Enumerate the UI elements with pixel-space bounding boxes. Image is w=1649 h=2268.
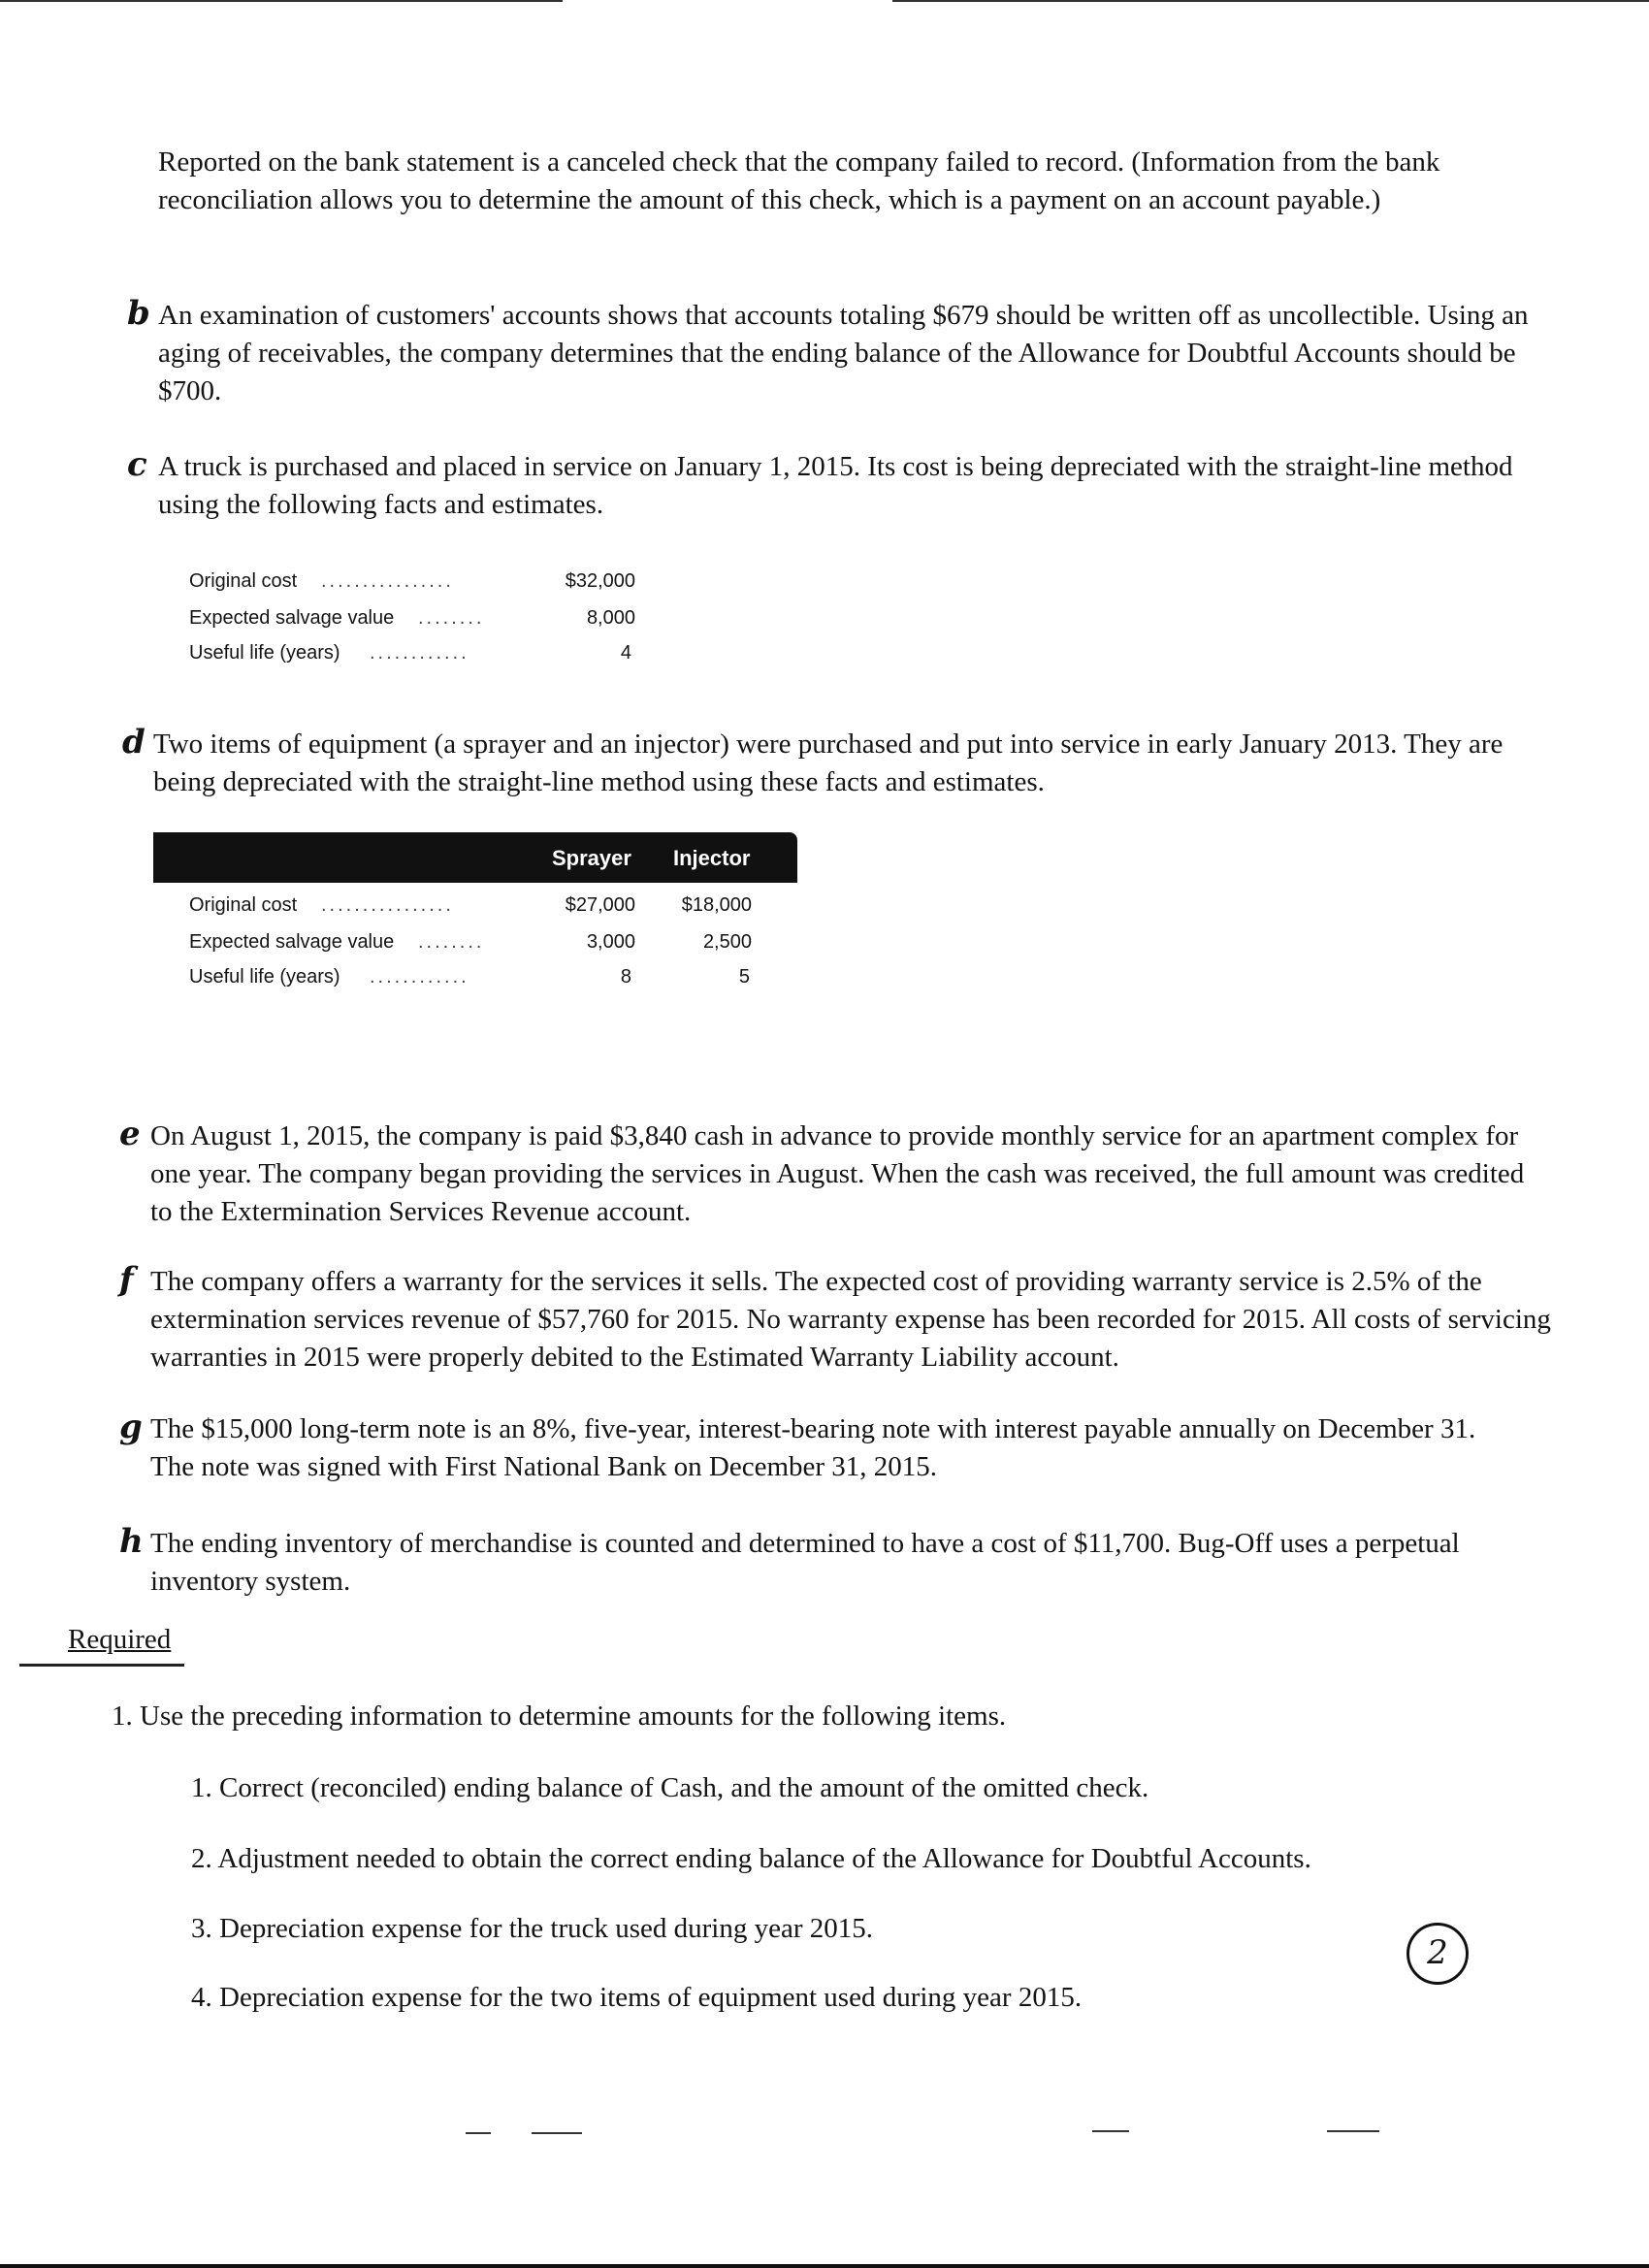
required-subitem: 3. Depreciation expense for the truck used during year 2015.: [191, 1913, 874, 1944]
item-h-text: The ending inventory of merchandise is counted and determined to have a cost of $11,700. Bug-Off uses a perpetual inventory system.: [150, 1528, 1460, 1597]
item-d-marker: d: [122, 723, 146, 761]
equipment-row: Useful life (years) ............ 8 5: [189, 966, 750, 988]
fact-label: Useful life (years): [189, 642, 340, 664]
item-c-marker: c: [127, 445, 147, 484]
item-h: [119, 1522, 1508, 1601]
row-label: Original cost: [189, 894, 298, 916]
sprayer-value: 8: [620, 966, 631, 988]
required-subitem: 1. Correct (reconciled) ending balance of Cash, and the amount of the omitted check.: [191, 1772, 1149, 1803]
item-f: [119, 1260, 1567, 1377]
fact-value: $32,000: [565, 570, 635, 592]
scan-mark: [532, 2132, 582, 2134]
equipment-facts-table: [189, 894, 771, 991]
truck-fact-row: Useful life (years) ............ 4: [189, 642, 631, 664]
equipment-row: Expected salvage value ........ 3,000 2,500: [189, 931, 752, 953]
item-h-marker: h: [119, 1522, 144, 1561]
required-instruction: 1. Use the preceding information to determine amounts for the following items.: [112, 1701, 1007, 1732]
item-d-text: Two items of equipment (a sprayer and an injector) were purchased and put into service in early January 2013. They are being depreciated with the straight-line method using these facts and estimates.: [153, 729, 1504, 797]
item-c-text: A truck is purchased and placed in service on January 1, 2015. Its cost is being depreciated with the straight-line method using the following facts and estimates.: [158, 451, 1513, 520]
item-f-text: The company offers a warranty for the services it sells. The expected cost of providing warranty service is 2.5% of the extermination services revenue of $57,760 for 2015. No warranty expense has been recorded for 2015. All costs of servicing warranties in 2015 were properly debited to the Estimated Warranty Liability account.: [150, 1266, 1551, 1373]
injector-value: $18,000: [681, 894, 752, 916]
item-f-marker: f: [119, 1260, 134, 1299]
row-label: Expected salvage value: [189, 931, 395, 953]
item-b-marker: b: [127, 294, 150, 333]
item-g-marker: g: [119, 1408, 143, 1446]
fact-value: 4: [620, 642, 631, 664]
equipment-row: Original cost ................ $27,000 $18,000: [189, 894, 752, 916]
required-underline: [19, 1664, 184, 1667]
truck-facts-table: [189, 570, 635, 667]
top-rule-right: [892, 0, 1649, 2]
truck-fact-row: Original cost ................ $32,000: [189, 570, 635, 592]
truck-fact-row: Expected salvage value ........ 8,000: [189, 607, 635, 629]
fact-label: Expected salvage value: [189, 607, 395, 629]
item-g-text: The $15,000 long-term note is an 8%, five-year, interest-bearing note with interest payable annually on December 31. The note was signed with First National Bank on December 31, 2015.: [150, 1413, 1476, 1482]
item-e: [119, 1115, 1537, 1231]
injector-value: 5: [738, 966, 750, 988]
bottom-rule: [0, 2264, 1649, 2268]
header-injector: Injector: [673, 846, 751, 870]
header-sprayer: Sprayer: [552, 846, 631, 870]
scan-mark: [466, 2132, 491, 2134]
item-e-marker: e: [119, 1115, 141, 1153]
item-b: [127, 294, 1565, 410]
item-g: [119, 1408, 1508, 1486]
required-subitem: 4. Depreciation expense for the two items of equipment used during year 2015.: [191, 1982, 1083, 2013]
item-b-text: An examination of customers' accounts shows that accounts totaling $679 should be written off as uncollectible. Using an aging of receivables, the company determines that the ending balance of the Allowance for Doubtful Accounts should be $700.: [158, 300, 1529, 406]
sprayer-value: $27,000: [565, 894, 635, 916]
scan-mark: [1092, 2130, 1129, 2132]
equipment-table-header: [153, 832, 797, 883]
row-label: Useful life (years): [189, 966, 340, 988]
sprayer-value: 3,000: [586, 931, 635, 953]
fact-value: 8,000: [586, 607, 635, 629]
fact-label: Original cost: [189, 570, 298, 592]
top-rule-left: [0, 0, 563, 2]
required-heading: Required: [68, 1624, 172, 1655]
required-subitem: 2. Adjustment needed to obtain the correct ending balance of the Allowance for Doubtful Accounts.: [191, 1843, 1311, 1874]
item-d: [122, 723, 1560, 801]
item-c: [127, 445, 1565, 524]
scan-mark: [1327, 2130, 1379, 2132]
injector-value: 2,500: [702, 931, 752, 953]
intro-paragraph: Reported on the bank statement is a canceled check that the company failed to record. (Information from the bank reconciliation allows you to determine the amount of this check, which is a payment on an account payable.): [158, 146, 1440, 215]
item-e-text: On August 1, 2015, the company is paid $3,840 cash in advance to provide monthly service for an apartment complex for one year. The company began providing the services in August. When the cash was received, the full amount was credited to the Extermination Services Revenue account.: [150, 1120, 1525, 1227]
page-number: 2: [1406, 1923, 1469, 1985]
